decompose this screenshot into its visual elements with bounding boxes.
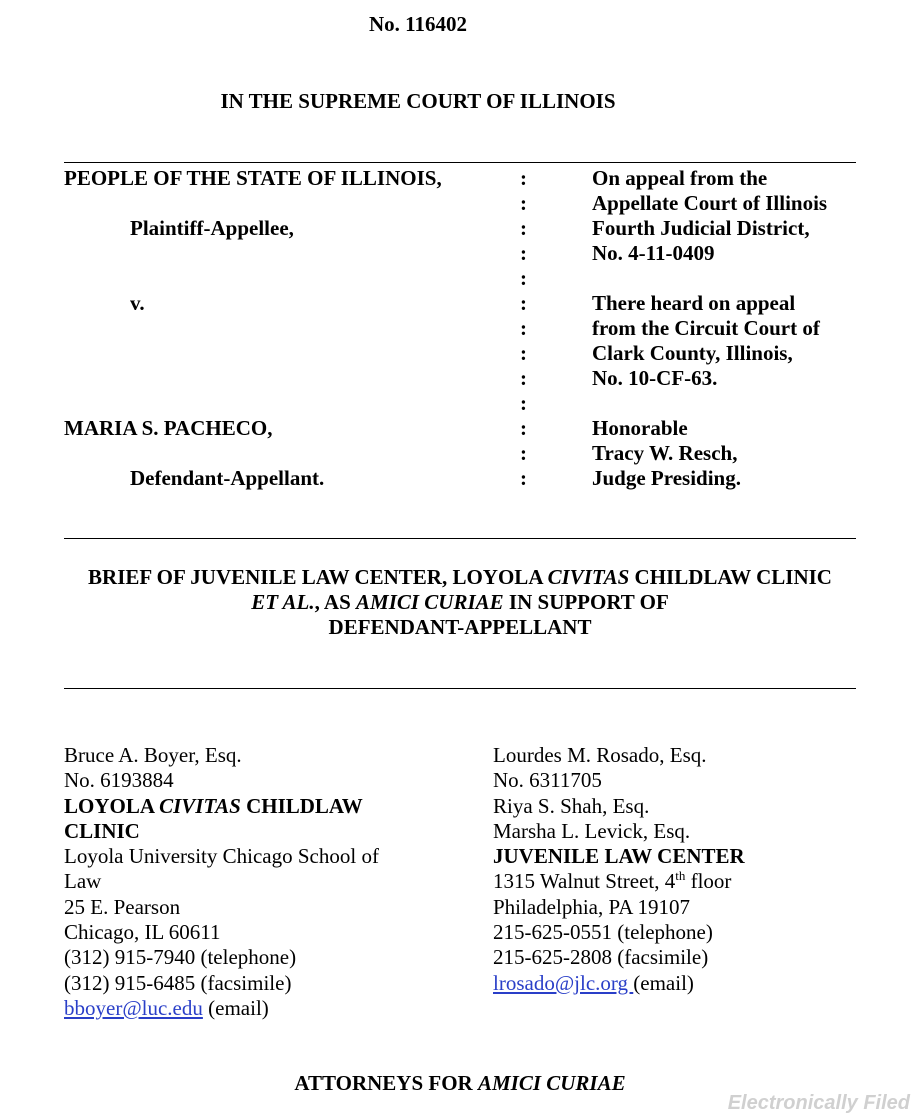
caption-party-line: Defendant-Appellant. xyxy=(130,466,325,490)
caption-appeal-line: from the Circuit Court of xyxy=(592,316,820,340)
address-text: floor xyxy=(685,869,732,894)
caption-appeal-line: There heard on appeal xyxy=(592,291,796,315)
caption-colon: : xyxy=(520,166,527,190)
caption-colon: : xyxy=(520,191,527,215)
caption-colon: : xyxy=(520,416,527,440)
caption-party-line xyxy=(64,341,524,366)
caption-appeal-line: Tracy W. Resch, xyxy=(592,441,738,465)
brief-title-italic: CIVITAS xyxy=(547,565,630,589)
counsel-fax: 215-625-2808 (facsimile) xyxy=(493,945,709,970)
counsel-address xyxy=(493,869,893,894)
caption-party-line xyxy=(64,441,524,466)
caption-colon: : xyxy=(520,391,527,415)
counsel-address: Law xyxy=(64,869,102,894)
counsel-organization: JUVENILE LAW CENTER xyxy=(493,844,745,869)
brief-title xyxy=(0,565,918,640)
caption-colon: : xyxy=(520,241,527,265)
org-text: CHILDLAW xyxy=(240,793,363,818)
brief-title-text: BRIEF OF JUVENILE LAW CENTER, LOYOLA xyxy=(88,565,548,589)
counsel-organization: CLINIC xyxy=(64,818,140,843)
counsel-block-left xyxy=(64,743,464,1021)
caption-bottom-rule xyxy=(64,538,856,539)
brief-title-italic: AMICI CURIAE xyxy=(356,590,504,614)
email-link[interactable]: bboyer@luc.edu xyxy=(64,995,203,1020)
attorneys-text: ATTORNEYS FOR xyxy=(294,1071,478,1095)
counsel-email-line xyxy=(64,996,464,1021)
title-bottom-rule xyxy=(64,688,856,689)
counsel-name: Marsha L. Levick, Esq. xyxy=(493,818,691,843)
case-number: No. 116402 xyxy=(368,12,467,36)
caption-appeal-line: No. 4-11-0409 xyxy=(592,241,715,265)
org-text-italic: CIVITAS xyxy=(159,793,241,818)
caption-party-line xyxy=(64,191,524,216)
counsel-address: 25 E. Pearson xyxy=(64,894,181,919)
counsel-phone: 215-625-0551 (telephone) xyxy=(493,920,713,945)
caption-party-line xyxy=(64,391,524,416)
brief-title-italic: ET AL. xyxy=(251,590,315,614)
caption-colons xyxy=(520,166,540,491)
caption-colon: : xyxy=(520,341,527,365)
caption-appeal-line: Judge Presiding. xyxy=(592,466,741,490)
counsel-phone: (312) 915-7940 (telephone) xyxy=(64,945,297,970)
brief-title-text: , AS xyxy=(314,590,357,614)
court-name: IN THE SUPREME COURT OF ILLINOIS xyxy=(220,89,616,113)
caption-party-line xyxy=(64,316,524,341)
address-text: 1315 Walnut Street, 4 xyxy=(493,869,676,894)
counsel-organization xyxy=(64,794,464,819)
org-text: LOYOLA xyxy=(64,793,160,818)
email-suffix: (email) xyxy=(633,970,694,995)
brief-title-text: CHILDLAW CLINIC xyxy=(629,565,832,589)
counsel-email-line xyxy=(493,971,893,996)
filing-watermark: Electronically Filed xyxy=(727,1092,910,1114)
caption-colon: : xyxy=(520,216,527,240)
caption-appeal-line: Honorable xyxy=(592,416,688,440)
counsel-name: Riya S. Shah, Esq. xyxy=(493,793,650,818)
email-suffix: (email) xyxy=(202,995,269,1020)
caption-colon: : xyxy=(520,266,527,290)
counsel-address: Loyola University Chicago School of xyxy=(64,844,379,869)
counsel-address: Philadelphia, PA 19107 xyxy=(493,894,690,919)
caption-colon: : xyxy=(520,441,527,465)
caption-colon: : xyxy=(520,291,527,315)
caption-party-line xyxy=(64,241,524,266)
caption-appeal-line xyxy=(592,391,892,416)
counsel-block-right xyxy=(493,743,893,996)
caption-party-line: v. xyxy=(130,291,145,315)
counsel-address: Chicago, IL 60611 xyxy=(64,920,221,945)
caption-appeal-line: Clark County, Illinois, xyxy=(592,341,793,365)
email-link[interactable]: lrosado@jlc.org xyxy=(493,970,634,995)
address-superscript: th xyxy=(675,868,686,884)
caption-party-line: PEOPLE OF THE STATE OF ILLINOIS, xyxy=(64,166,442,190)
counsel-fax: (312) 915-6485 (facsimile) xyxy=(64,970,292,995)
top-rule xyxy=(64,162,856,163)
counsel-name: Lourdes M. Rosado, Esq. xyxy=(493,743,707,767)
caption-colon: : xyxy=(520,466,527,490)
caption-colon: : xyxy=(520,366,527,390)
caption-colon: : xyxy=(520,316,527,340)
caption-party-line: Plaintiff-Appellee, xyxy=(130,216,294,240)
caption-appeal-info xyxy=(592,166,892,491)
caption-appeal-line: Fourth Judicial District, xyxy=(592,216,810,240)
caption-parties xyxy=(64,166,524,491)
caption-party-line: MARIA S. PACHECO, xyxy=(64,416,273,440)
caption-appeal-line: On appeal from the xyxy=(592,166,768,190)
counsel-bar-number: No. 6311705 xyxy=(493,768,602,793)
counsel-bar-number: No. 6193884 xyxy=(64,768,174,793)
counsel-name: Bruce A. Boyer, Esq. xyxy=(64,743,242,767)
caption-appeal-line: No. 10-CF-63. xyxy=(592,366,718,390)
brief-title-text: DEFENDANT-APPELLANT xyxy=(328,615,592,639)
caption-appeal-line: Appellate Court of Illinois xyxy=(592,191,828,215)
caption-party-line xyxy=(64,266,524,291)
caption-appeal-line xyxy=(592,266,892,291)
brief-title-text: IN SUPPORT OF xyxy=(503,590,669,614)
caption-party-line xyxy=(64,366,524,391)
attorneys-text-italic: AMICI CURIAE xyxy=(477,1071,626,1095)
